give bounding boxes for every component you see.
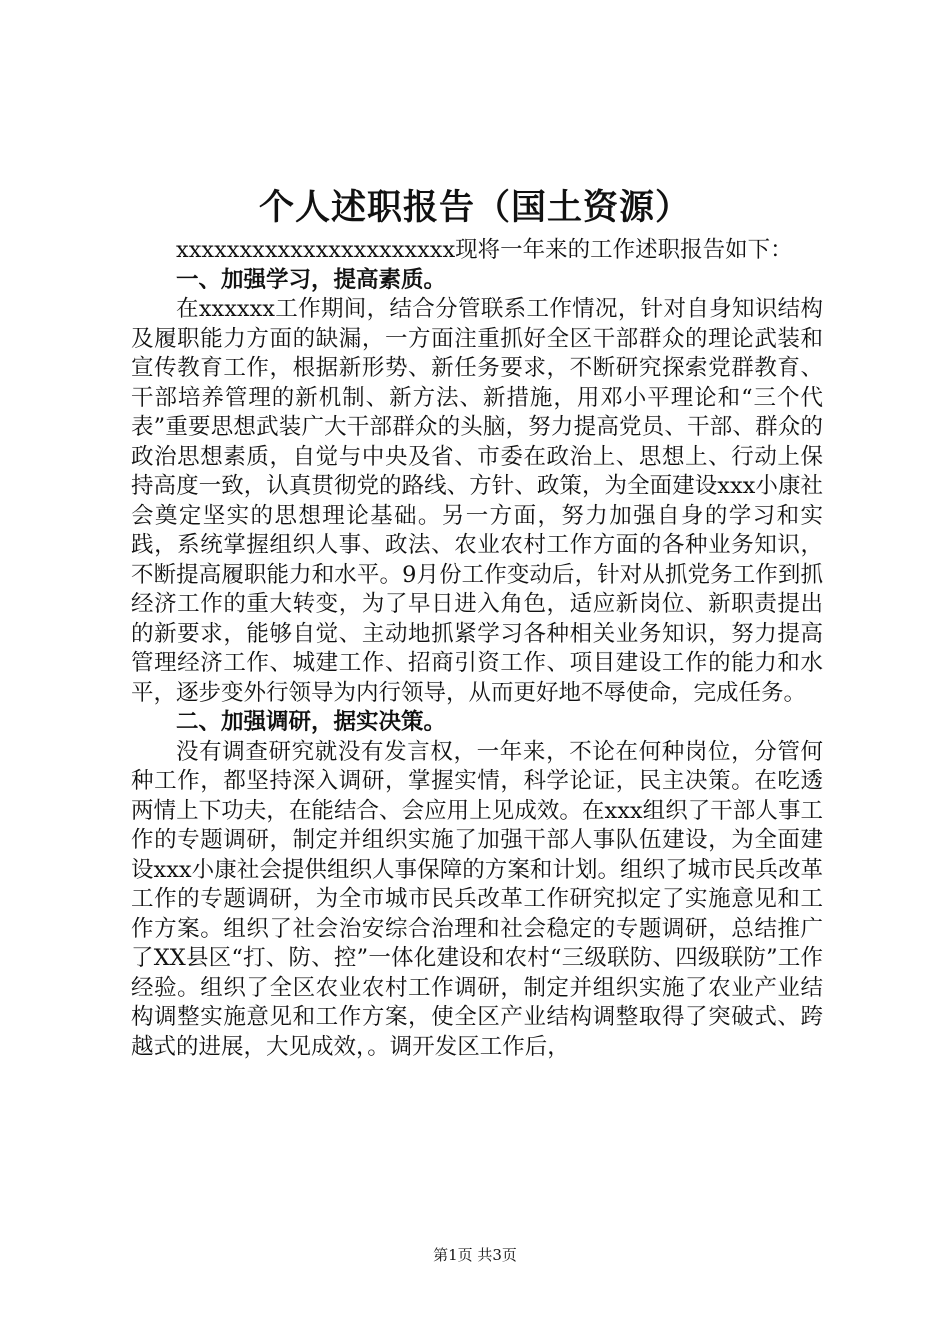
page-number-footer: 第1页 共3页 bbox=[433, 1246, 517, 1264]
document-body bbox=[131, 236, 823, 1062]
document-title: 个人述职报告（国土资源） bbox=[258, 187, 691, 228]
section-1-heading: 一、加强学习，提高素质。 bbox=[176, 266, 447, 293]
section-2-paragraph: 没有调查研究就没有发言权，一年来，不论在何种岗位，分管何种工作，都坚持深入调研，掌握实情，科学论证，民主决策。在吃透两情上下功夫，在能结合、会应用上见成效。在xxx组织了干部人事工作的专题调研，制定并组织实施了加强干部人事队伍建设，为全面建设xxx小康社会提供组织人事保障的方案和计划。组织了城市民兵改革工作的专题调研，为全市城市民兵改革工作研究拟定了实施意见和工作方案。组织了社会治安综合治理和社会稳定的专题调研，总结推广了XX县区“打、防、控”一体化建设和农村“三级联防、四级联防”工作经验。组织了全区农业农村工作调研，制定并组织实施了农业产业结构调整实施意见和工作方案，使全区产业结构调整取得了突破式、跨越式的进展，大见成效，。调开发区工作后， bbox=[131, 738, 823, 1060]
section-2-heading: 二、加强调研，据实决策。 bbox=[176, 709, 447, 735]
section-1-paragraph: 在xxxxxx工作期间，结合分管联系工作情况，针对自身知识结构及履职能力方面的缺漏，一方面注重抓好全区干部群众的理论武装和宣传教育工作，根据新形势、新任务要求，不断研究探索党群教育、干部培养管理的新机制、新方法、新措施，用邓小平理论和“三个代表”重要思想武装广大干部群众的头脑，努力提高党员、干部、群众的政治思想素质，自觉与中央及省、市委在政治上、思想上、行动上保持高度一致，认真贯彻党的路线、方针、政策，为全面建设xxx小康社会奠定坚实的思想理论基础。另一方面，努力加强自身的学习和实践，系统掌握组织人事、政法、农业农村工作方面的各种业务知识，不断提高履职能力和水平。9月份工作变动后，针对从抓党务工作到抓经济工作的重大转变，为了早日进入角色，适应新岗位、新职责提出的新要求，能够自觉、主动地抓紧学习各种相关业务知识，努力提高管理经济工作、城建工作、招商引资工作、项目建设工作的能力和水平，逐步变外行领导为内行领导，从而更好地不辱使命，完成任务。 bbox=[131, 296, 823, 706]
intro-paragraph: xxxxxxxxxxxxxxxxxxxxxx现将一年来的工作述职报告如下： bbox=[176, 237, 793, 263]
